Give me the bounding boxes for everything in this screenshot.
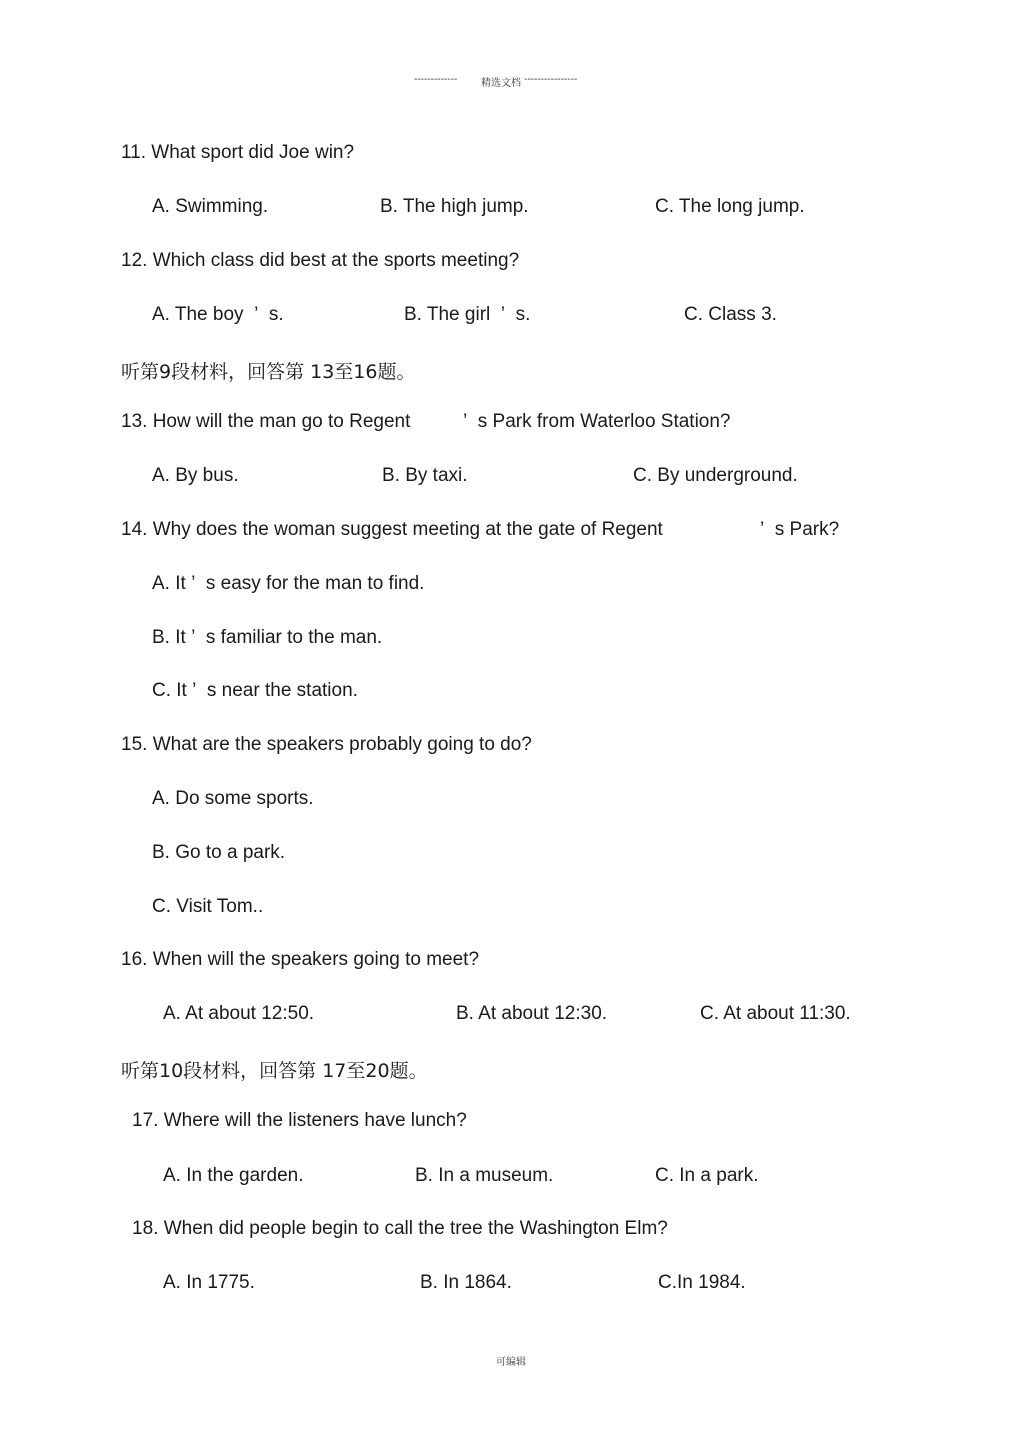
q18-option-b: B. In 1864. xyxy=(420,1272,512,1293)
question-18: 18. When did people begin to call the tree the Washington Elm? xyxy=(132,1218,668,1239)
header-label: 精选文档 xyxy=(481,78,521,89)
header-right-dashes: ---------------- xyxy=(524,74,578,85)
q15-option-b: B. Go to a park. xyxy=(152,842,286,863)
q17-option-c: C. In a park. xyxy=(655,1165,759,1186)
q18-option-a: A. In 1775. xyxy=(163,1272,255,1293)
q16-option-b: B. At about 12:30. xyxy=(456,1003,608,1024)
q13-option-a: A. By bus. xyxy=(152,465,239,486)
question-14-part-1: 14. Why does the woman suggest meeting at the gate of Regent xyxy=(121,519,663,540)
q11-option-a: A. Swimming. xyxy=(152,196,269,217)
q11-option-b: B. The high jump. xyxy=(380,196,529,217)
q15-option-a: A. Do some sports. xyxy=(152,788,314,809)
q16-option-c: C. At about 11:30. xyxy=(700,1003,851,1024)
q16-option-a: A. At about 12:50. xyxy=(163,1003,315,1024)
q12-option-a: A. The boy ’ s. xyxy=(152,304,284,325)
section-heading-9: 听第9段材料，回答第 13至16题。 xyxy=(121,361,416,383)
question-16: 16. When will the speakers going to meet? xyxy=(121,949,480,970)
question-13-part-1: 13. How will the man go to Regent xyxy=(121,411,411,432)
q14-option-c: C. It ’ s near the station. xyxy=(152,680,358,701)
q13-option-b: B. By taxi. xyxy=(382,465,468,486)
q11-option-c: C. The long jump. xyxy=(655,196,805,217)
question-17: 17. Where will the listeners have lunch? xyxy=(132,1110,467,1131)
q17-option-a: A. In the garden. xyxy=(163,1165,304,1186)
q18-option-c: C.In 1984. xyxy=(658,1272,746,1293)
q14-option-b: B. It ’ s familiar to the man. xyxy=(152,627,383,648)
question-13-part-2: ’ s Park from Waterloo Station? xyxy=(463,411,731,432)
question-12: 12. Which class did best at the sports meeting? xyxy=(121,250,520,271)
q17-option-b: B. In a museum. xyxy=(415,1165,554,1186)
q13-option-c: C. By underground. xyxy=(633,465,798,486)
question-15: 15. What are the speakers probably going to do? xyxy=(121,734,532,755)
header-left-dashes: ------------- xyxy=(414,74,458,85)
footer-label: 可编辑 xyxy=(496,1357,526,1368)
question-11: 11. What sport did Joe win? xyxy=(121,142,355,163)
q12-option-b: B. The girl ’ s. xyxy=(404,304,531,325)
question-14-part-2: ’ s Park? xyxy=(760,519,840,540)
q15-option-c: C. Visit Tom.. xyxy=(152,896,264,917)
q12-option-c: C. Class 3. xyxy=(684,304,777,325)
section-heading-10: 听第10段材料，回答第 17至20题。 xyxy=(121,1060,428,1082)
q14-option-a: A. It ’ s easy for the man to find. xyxy=(152,573,425,594)
